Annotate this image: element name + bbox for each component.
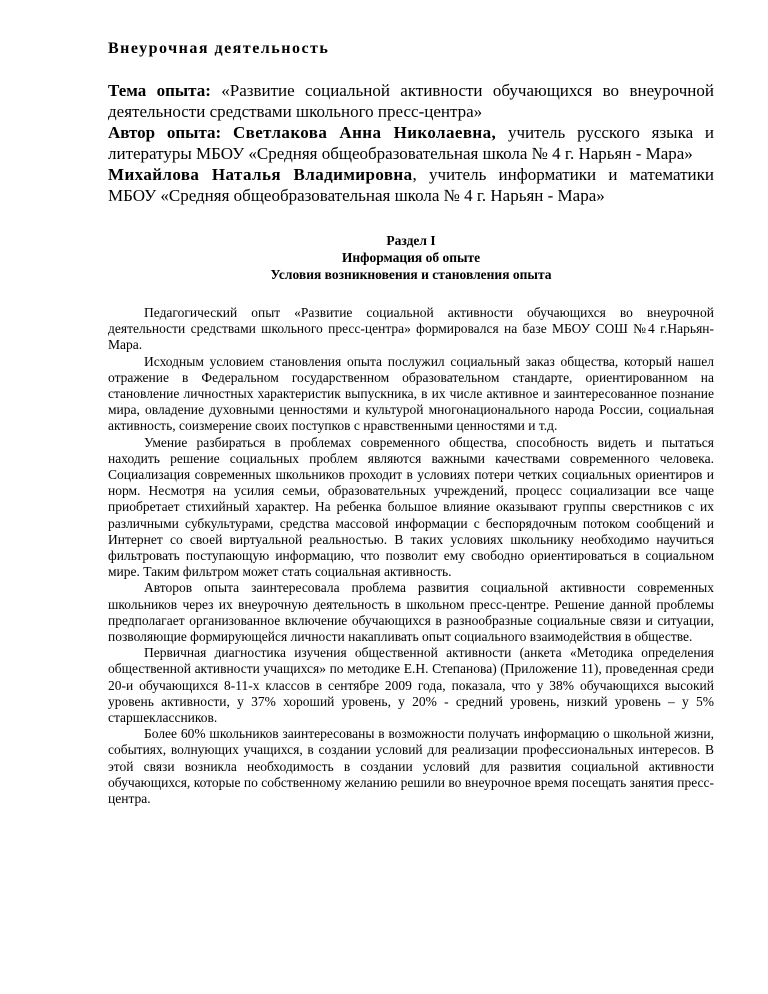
- section-heading: Раздел I: [386, 233, 436, 248]
- paragraph: Более 60% школьников заинтересованы в возможности получать информацию о школьной жизни, событиях, волнующих учащихся, в создании условий для реализации профессиональных интересов. В этой связи возникла необходимость в создании условий для развития социальной активности обучающихся, которые по собственному желанию решили во внеурочное время посещать занятия пресс-центра.: [108, 726, 714, 807]
- paragraph: Исходным условием становления опыта послужил социальный заказ общества, который нашел отражение в Федеральном государственном образовательном стандарте, ориентированном на становление личностных характеристик выпускника, в их числе активное и заинтересованное познание мира, овладение духовными ценностями и культурой многонационального народа России, социальная активность, соизмерение своих поступков с нравственными ценностями и т.д.: [108, 353, 714, 434]
- author2-name: Михайлова Наталья Владимировна: [108, 165, 413, 184]
- paragraph: Умение разбираться в проблемах современного общества, способность видеть и пытаться находить решение социальных проблем являются важными качествами современного человека. Социализация современных школьников проходит в условиях потери четких социальных ориентиров и норм. Несмотря на усилия семьи, образовательных учреждений, процесс социализации все чаще приобретает стихийный характер. На ребенка большое влияние оказывают группы сверстников с их различными субкультурами, средства массовой информации с беспорядочным потоком сообщений и Интернет со своей виртуальной реальностью. В таких условиях школьнику необходимо научиться фильтровать поступающую информацию, что позволит ему свободно ориентироваться в социальном мире. Таким фильтром может стать социальная активность.: [108, 434, 714, 580]
- author2-line: [108, 164, 714, 206]
- author1-name: Светлакова Анна Николаевна,: [232, 123, 497, 142]
- author-label: Автор опыта:: [108, 123, 222, 142]
- paragraph: Первичная диагностика изучения общественной активности (анкета «Методика определения общественной активности учащихся» по методике Е.Н. Степанова) (Приложение 11), проведенная среди 20-и обучающихся 8-11-х классов в сентябре 2009 года, показала, что у 38% обучающихся высокий уровень активности, у 37% хороший уровень, у 20% - средний уровень, низкий уровень – у 5% старшеклассников.: [108, 645, 714, 726]
- topic-text: «Развитие социальной активности обучающихся во внеурочной деятельности средствами школьного пресс-центра»: [108, 81, 714, 121]
- section-subtitle: Условия возникновения и становления опыта: [270, 267, 552, 282]
- author2-text: , учитель информатики и математики МБОУ «Средняя общеобразовательная школа № 4 г. Нарьян - Мара»: [108, 165, 714, 205]
- author1-text: учитель русского языка и литературы МБОУ «Средняя общеобразовательная школа № 4 г. Нарьян - Мара»: [108, 123, 715, 163]
- paragraph: Авторов опыта заинтересовала проблема развития социальной активности современных школьников через их внеурочную деятельность в школьном пресс-центре. Решение данной проблемы предполагает организованное включение обучающихся в разнообразные социальные связи и ситуации, позволяющие формирующейся личности накапливать опыт социального взаимодействия в обществе.: [108, 580, 714, 645]
- topic-label: Тема опыта:: [108, 81, 211, 100]
- topic-line: [108, 80, 714, 122]
- section-subheading: Информация об опыте: [341, 250, 481, 265]
- document-page: [108, 40, 714, 807]
- body-text: [108, 305, 714, 807]
- paragraph: Педагогический опыт «Развитие социальной активности обучающихся во внеурочной деятельности средствами школьного пресс-центра» формировался на базе МБОУ СОШ №4 г.Нарьян-Мара.: [108, 305, 714, 353]
- author1-line: [108, 122, 714, 164]
- section-label: Внеурочная деятельность: [108, 40, 330, 57]
